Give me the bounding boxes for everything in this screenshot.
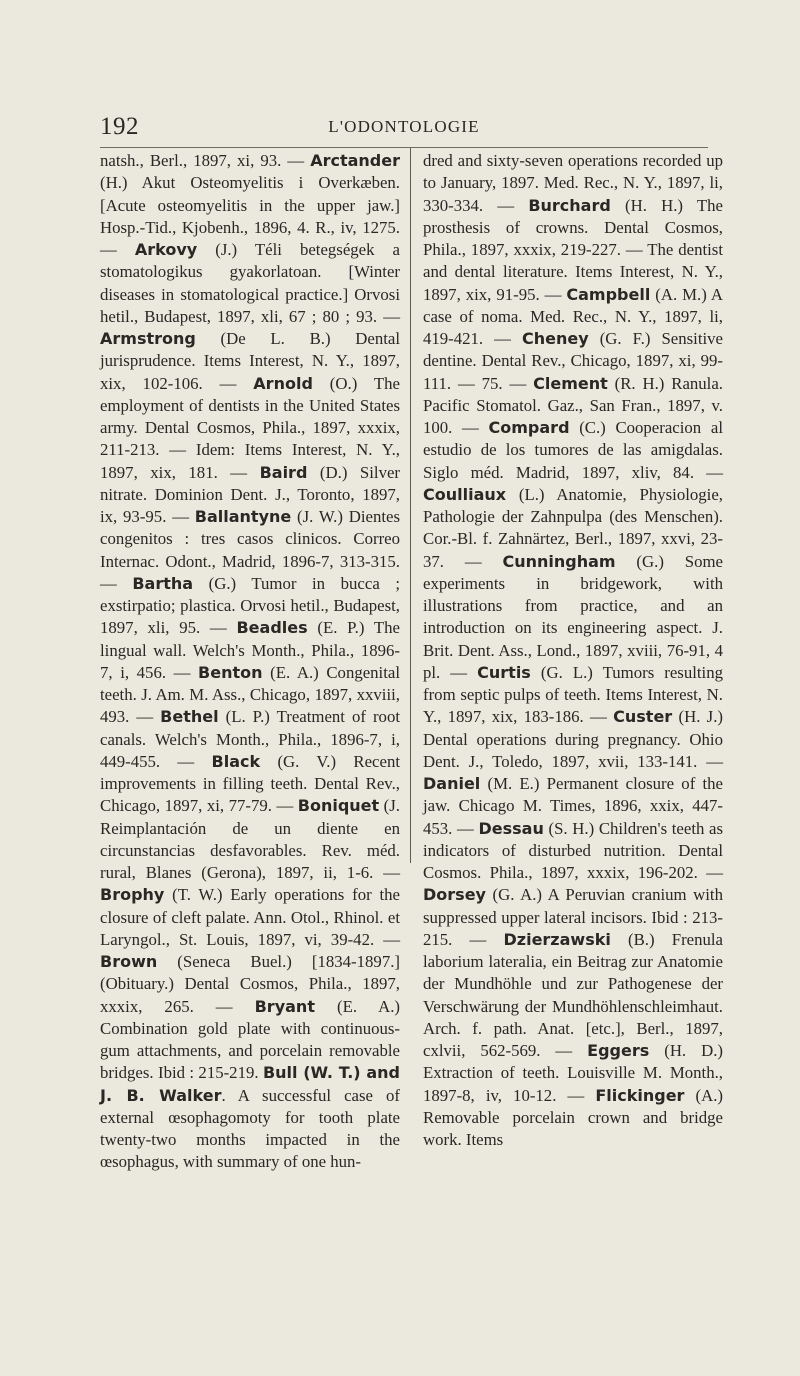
entry-author-name: Arkovy: [134, 240, 198, 259]
right-column: [423, 150, 723, 1151]
left-column: [100, 150, 400, 1174]
entry-author-name: Ballantyne: [194, 507, 292, 526]
entry-citation-text: (O.) The employment of dentists in the United States army. Dental Cosmos, Phila., 1897, xxxix, 211-213. — Idem: Items Interest, N. Y., 1897, xix, 181. —: [100, 373, 400, 482]
entry-citation-text: (T. W.) Early operations for the closure of cleft palate. Ann. Otol., Rhinol. et Laryngol., St. Louis, 1897, vi, 39-42. —: [100, 885, 400, 949]
entry-citation-text: (E. A.) Combination gold plate with continuous-gum attachments, and porcelain removable bridges. Ibid : 215-219.: [100, 996, 401, 1083]
entry-author-name: Cunningham: [502, 551, 616, 571]
entry-author-name: Compard: [488, 418, 570, 437]
entry-author-name: Brophy: [100, 885, 165, 905]
entry-citation-text: (G. F.) Sensitive dentine. Dental Rev., Chicago, 1897, xi, 99-111. — 75. —: [423, 329, 723, 393]
entry-author-name: Curtis: [477, 662, 531, 682]
entry-author-name: Armstrong: [100, 329, 196, 348]
entry-author-name: Baird: [259, 462, 308, 482]
entry-citation-text: (A.) Removable porcelain crown and bridge work. Items: [423, 1085, 724, 1149]
entry-citation-text: (E. P.) The lingual wall. Welch's Month., Phila., 1896-7, i, 456. —: [100, 618, 400, 682]
entry-citation-text: (De L. B.) Dental jurisprudence. Items Interest, N. Y., 1897, xix, 102-106. —: [100, 329, 400, 393]
entry-citation-text: (G. L.) Tumors resulting from septic pulps of teeth. Items Interest, N. Y., 1897, xix, 183-186. —: [423, 662, 723, 727]
entry-author-name: Eggers: [587, 1041, 650, 1060]
column-divider: [410, 148, 411, 863]
entry-author-name: Dzierzawski: [503, 929, 611, 949]
entry-citation-text: (H.) Akut Osteomyelitis i Overkæben. [Acute osteomyelitis in the upper jaw.] Hosp.-Tid., Kjobenh., 1896, 4. R., iv, 1275. —: [100, 173, 400, 259]
entry-citation-text: (J. W.) Dientes congenitos : tres casos clinicos. Correo Internac. Odont., Madrid, 1896-7, 313-315. —: [100, 507, 400, 593]
entry-citation-text: (H. J.) Dental operations during pregnancy. Ohio Dent. J., Toledo, 1897, xvii, 133-141. —: [423, 707, 723, 771]
entry-citation-text: (L.) Anatomie, Physiologie, Pathologie der Zahnpulpa (des Menschen). Cor.-Bl. f. Zahnärtez, Berl., 1897, xxvi, 23-37. —: [423, 484, 723, 571]
entry-author-name: Bethel: [160, 707, 219, 727]
entry-citation-text: (G. V.) Recent improvements in filling teeth. Dental Rev., Chicago, 1897, xi, 77-79. —: [100, 751, 400, 816]
entry-citation-text: natsh., Berl., 1897, xi, 93. —: [100, 151, 311, 170]
entry-citation-text: . A successful case of external œsophagomoty for tooth plate twenty-two months impacted in the œsophagus, with summary of one hun-: [100, 1085, 400, 1172]
entry-author-name: Bryant: [254, 996, 315, 1016]
entry-citation-text: (J. Reimplantación de un diente en circunstancias desfavorables. Rev. méd. rural, Blanes (Gerona), 1897, ii, 1-6. —: [100, 796, 400, 882]
running-title: L'ODONTOLOGIE: [328, 117, 480, 136]
entry-citation-text: (H. H.) The prosthesis of crowns. Dental Cosmos, Phila., 1897, xxxix, 219-227. — The dentist and dental literature. Items Interest, N. Y., 1897, xix, 91-95. —: [423, 195, 723, 304]
entry-citation-text: (A. M.) A case of noma. Med. Rec., N. Y., 1897, li, 419-421. —: [423, 284, 723, 348]
entry-citation-text: (C.) Cooperacion al estudio de los tumores de las amigdalas. Siglo méd. Madrid, 1897, xliv, 84. —: [423, 418, 723, 482]
entry-author-name: Boniquet: [297, 796, 380, 816]
entry-citation-text: dred and sixty-seven operations recorded up to January, 1897. Med. Rec., N. Y., 1897, li, 330-334. —: [423, 151, 723, 215]
entry-citation-text: (L. P.) Treatment of root canals. Welch's Month., Phila., 1896-7, i, 449-455. —: [100, 707, 400, 771]
entry-author-name: Brown: [100, 952, 158, 971]
entry-author-name: Black: [211, 751, 261, 771]
header-rule: [100, 147, 708, 148]
entry-author-name: Campbell: [566, 284, 651, 304]
entry-author-name: Flickinger: [595, 1085, 685, 1105]
entry-author-name: Bartha: [132, 573, 194, 593]
entry-author-name: Custer: [613, 707, 673, 727]
page-header: [100, 113, 708, 143]
entry-citation-text: (Seneca Buel.) [1834-1897.] (Obituary.) Dental Cosmos, Phila., 1897, xxxix, 265. —: [100, 952, 400, 1016]
entry-citation-text: (J.) Téli betegségek a stomatologikus gyakorlatoan. [Winter diseases in stomatological practice.] Orvosi hetil., Budapest, 1897, xli, 67 ; 80 ; 93. —: [100, 240, 401, 326]
entry-author-name: Burchard: [528, 195, 611, 215]
entry-author-name: Arctander: [310, 151, 400, 170]
entry-author-name: Clement: [533, 373, 608, 393]
entry-citation-text: (G.) Some experiments in bridgework, with illustrations from practice, and an introduction on its engineering aspect. J. Brit. Dent. Ass., Lond., 1897, xviii, 76-91, 4 pl. —: [423, 551, 723, 682]
entry-citation-text: (H. D.) Extraction of teeth. Louisville M. Month., 1897-8, iv, 10-12. —: [423, 1041, 723, 1105]
entry-author-name: Arnold: [253, 373, 313, 393]
entry-author-name: Dessau: [478, 818, 544, 838]
entry-author-name: Coulliaux: [423, 484, 507, 504]
entry-citation-text: (G.) Tumor in bucca ; exstirpatio; plastica. Orvosi hetil., Budapest, 1897, xli, 95. —: [100, 573, 400, 638]
entry-author-name: Cheney: [522, 329, 589, 348]
entry-author-name: Benton: [198, 662, 263, 682]
entry-citation-text: (G. A.) A Peruvian cranium with suppressed upper lateral incisors. Ibid : 213-215. —: [423, 885, 723, 949]
entry-citation-text: (D.) Silver nitrate. Dominion Dent. J., Toronto, 1897, ix, 93-95. —: [100, 462, 400, 526]
entry-author-name: Bull (W. T.) and J. B. Walker: [100, 1063, 401, 1105]
page-number: 192: [100, 113, 139, 140]
entry-citation-text: (E. A.) Congenital teeth. J. Am. M. Ass., Chicago, 1897, xxviii, 493. —: [100, 662, 400, 727]
entry-author-name: Daniel: [423, 774, 481, 793]
entry-author-name: Dorsey: [423, 885, 486, 905]
entry-author-name: Beadles: [236, 618, 308, 638]
entry-citation-text: (R. H.) Ranula. Pacific Stomatol. Gaz., San Fran., 1897, v. 100. —: [423, 373, 723, 437]
entry-citation-text: (M. E.) Permanent closure of the jaw. Chicago M. Times, 1896, xxix, 447-453. —: [423, 774, 723, 838]
entry-citation-text: (B.) Frenula laborium lateralia, ein Beitrag zur Anatomie der Mundhöhle und zur Pathogenese der Verschwärung der Mundhöhlenschleimhaut. Arch. f. path. Anat. [etc.], Berl., 1897, cxlvii, 562-569. —: [423, 929, 723, 1060]
entry-citation-text: (S. H.) Children's teeth as indicators of disturbed nutrition. Dental Cosmos. Phila., 1897, xxxix, 196-202. —: [423, 818, 723, 882]
